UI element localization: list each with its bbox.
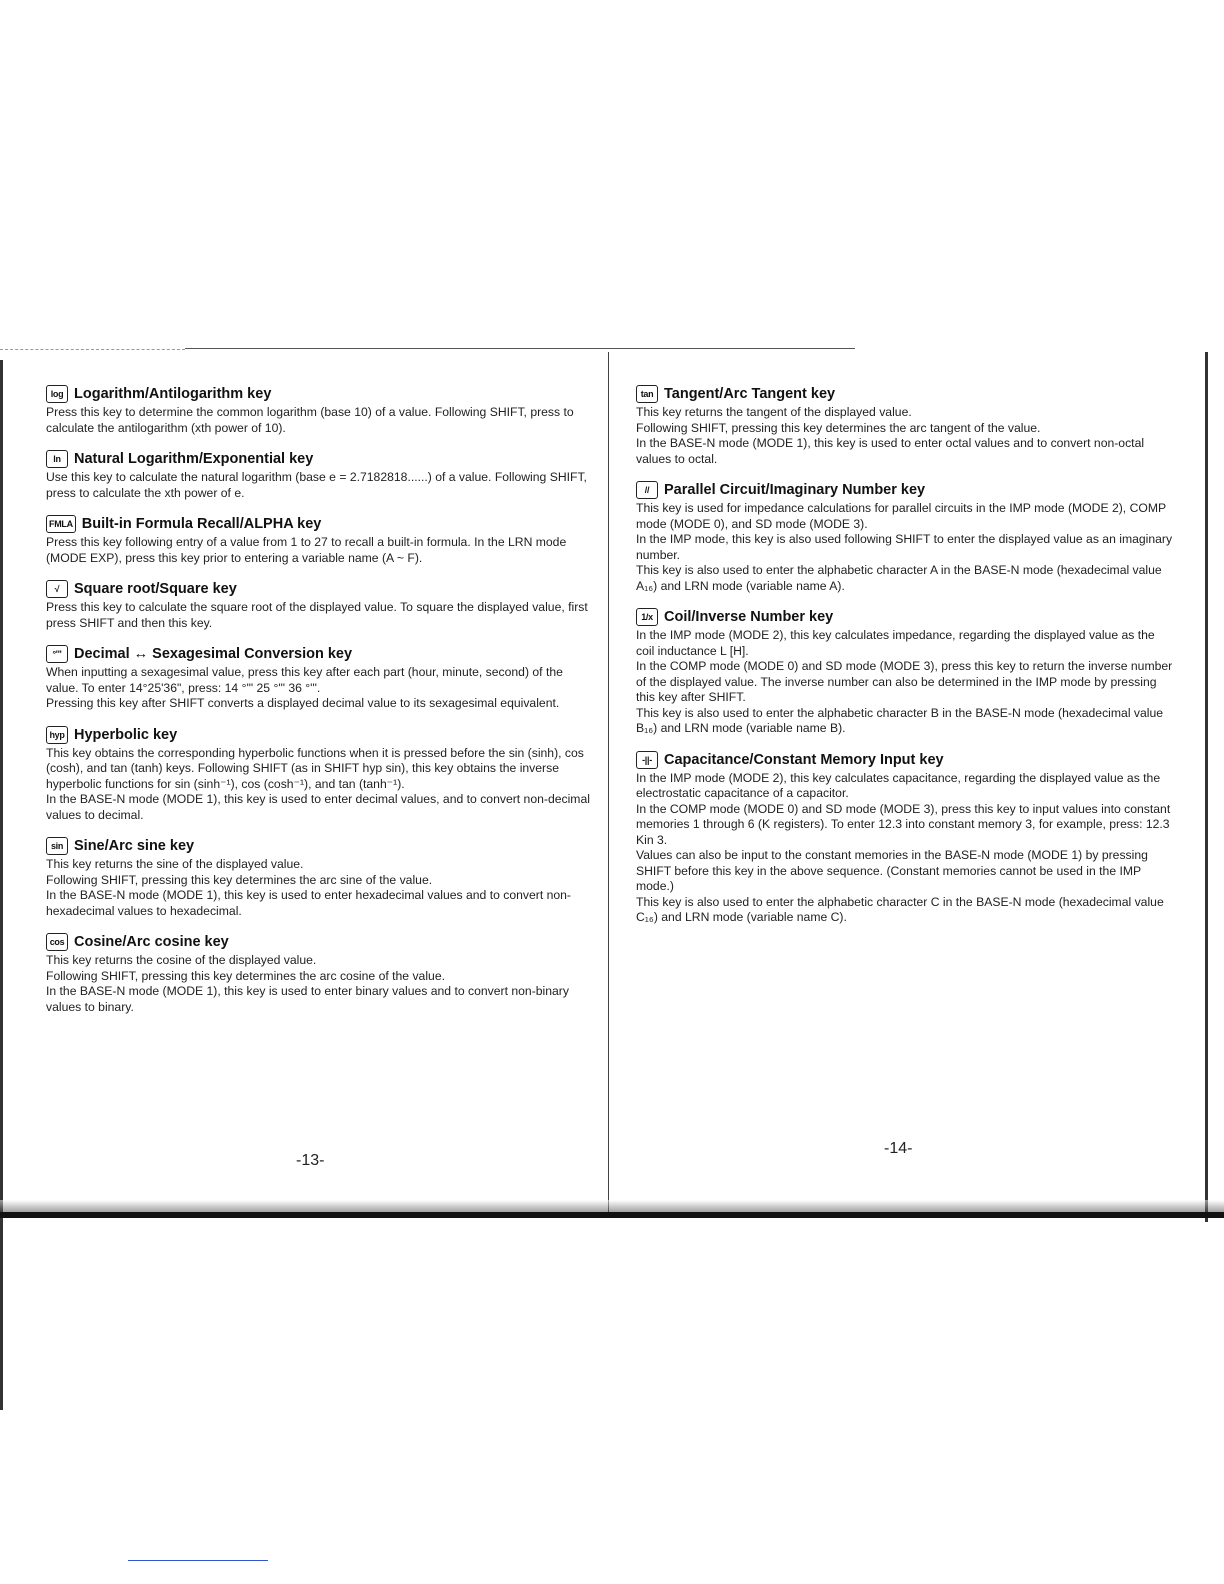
section-title: Coil/Inverse Number key	[664, 609, 834, 625]
section-body: This key returns the sine of the displayed value.	[46, 857, 304, 871]
section-title: Sine/Arc sine key	[74, 838, 195, 854]
section-title: Logarithm/Antilogarithm key	[74, 386, 272, 402]
section-body: Press this key to calculate the square root of the displayed value. To square the displayed value, first press SHIFT and then this key.	[46, 600, 588, 630]
parallel-key-icon: //	[636, 481, 658, 499]
section-body: In the BASE-N mode (MODE 1), this key is used to enter binary values and to convert non-binary values to binary.	[46, 984, 569, 1014]
section-hyp	[46, 726, 596, 824]
section-title: Square root/Square key	[74, 581, 237, 597]
section-title: Tangent/Arc Tangent key	[664, 386, 836, 402]
hyp-key-icon: hyp	[46, 726, 68, 744]
section-title: Parallel Circuit/Imaginary Number key	[664, 482, 926, 498]
section-body: In the BASE-N mode (MODE 1), this key is used to enter hexadecimal values and to convert non-hexadecimal values to hexadecimal.	[46, 888, 571, 918]
section-body: This key is used for impedance calculations for parallel circuits in the IMP mode (MODE 2), COMP mode (MODE 0), and SD mode (MODE 3).	[636, 501, 1166, 531]
section-body: Following SHIFT, pressing this key determines the arc sine of the value.	[46, 872, 433, 887]
page-number: -14-	[884, 1140, 913, 1157]
section-body: This key is also used to enter the alphabetic character C in the BASE-N mode (hexadecimal value C₁₆) and LRN mode (variable name C).	[636, 894, 1164, 924]
section-header	[636, 751, 1176, 769]
footer-line	[128, 1560, 268, 1561]
section-cos	[46, 933, 596, 1015]
section-body: When inputting a sexagesimal value, press this key after each part (hour, minute, second) of the value. To enter 14°25'36", press: 14 °'" 25 °'" 36 °'".	[46, 665, 563, 695]
section-body: This key is also used to enter the alphabetic character B in the BASE-N mode (hexadecimal value B₁₆) and LRN mode (variable name B).	[636, 705, 1164, 735]
section-body: In the IMP mode, this key is also used following SHIFT to enter the displayed value as an imaginary number.	[636, 532, 1173, 562]
section-body: In the BASE-N mode (MODE 1), this key is used to enter octal values and to convert non-octal values to octal.	[636, 436, 1145, 466]
left-page	[46, 385, 596, 1029]
ln-key-icon: ln	[46, 450, 68, 468]
section-header	[46, 837, 596, 855]
section-body: In the IMP mode (MODE 2), this key calculates impedance, regarding the displayed value as the coil inductance L [H].	[636, 628, 1155, 658]
section-capacitance	[636, 751, 1176, 926]
log-key-icon: log	[46, 385, 68, 403]
page-number: -13-	[296, 1152, 325, 1169]
section-header	[636, 385, 1176, 403]
right-edge-rule	[1205, 352, 1208, 1222]
section-sin	[46, 837, 596, 919]
section-body: In the COMP mode (MODE 0) and SD mode (MODE 3), press this key to return the inverse number of the displayed value. The inverse number can also be determined in the IMP mode by pressing this key after SHIFT.	[636, 659, 1173, 704]
section-sexagesimal	[46, 645, 596, 712]
section-header	[46, 515, 596, 533]
top-dashed-rule	[0, 349, 185, 350]
section-header	[46, 385, 596, 403]
section-body: Values can also be input to the constant memories in the BASE-N mode (MODE 1) by pressing SHIFT before this key in the above sequence. (Constant memories cannot be used in the IMP mode.)	[636, 848, 1148, 893]
left-edge-rule	[0, 360, 3, 1410]
capacitor-key-icon: -||-	[636, 751, 658, 769]
section-coil	[636, 608, 1176, 737]
section-body: In the BASE-N mode (MODE 1), this key is used to enter decimal values, and to convert non-decimal values to decimal.	[46, 792, 590, 822]
section-body: This key obtains the corresponding hyperbolic functions when it is pressed before the sin (sinh), cos (cosh), and tan (tanh) keys. Following SHIFT (as in SHIFT hyp sin), this key obtains the inverse hyperbolic functions for sin (sinh⁻¹), cos (cosh⁻¹), and tan (tanh⁻¹).	[46, 745, 584, 791]
section-title: Cosine/Arc cosine key	[74, 934, 229, 950]
degree-key-icon: °'"	[46, 645, 68, 663]
fmla-key-icon: FMLA	[46, 515, 76, 533]
bottom-shadow	[0, 1200, 1224, 1212]
section-body: In the COMP mode (MODE 0) and SD mode (MODE 3), press this key to input values into constant memories 1 through 6 (K registers). To enter 12.3 into constant memory 3, for example, press: 12.3 Kin 3.	[636, 801, 1171, 847]
section-title: Built-in Formula Recall/ALPHA key	[81, 516, 322, 532]
section-body: In the IMP mode (MODE 2), this key calculates capacitance, regarding the displayed value as the electrostatic capacitance of a capacitor.	[636, 770, 1161, 800]
sqrt-key-icon: √	[46, 580, 68, 598]
section-title: Hyperbolic key	[74, 726, 178, 743]
section-title: Natural Logarithm/Exponential key	[74, 451, 314, 467]
cos-key-icon: cos	[46, 933, 68, 951]
section-body: Following SHIFT, pressing this key determines the arc cosine of the value.	[46, 968, 445, 983]
section-fmla	[46, 515, 596, 566]
tan-key-icon: tan	[636, 385, 658, 403]
section-body: This key is also used to enter the alphabetic character A in the BASE-N mode (hexadecimal value A₁₆) and LRN mode (variable name A).	[636, 563, 1162, 593]
sin-key-icon: sin	[46, 837, 68, 855]
section-body: This key returns the tangent of the displayed value.	[636, 405, 912, 419]
section-body: This key returns the cosine of the displayed value.	[46, 953, 317, 967]
section-log	[46, 385, 596, 436]
right-page	[636, 385, 1176, 940]
section-body: Following SHIFT, pressing this key determines the arc tangent of the value.	[636, 420, 1041, 435]
section-header	[46, 645, 596, 663]
page-gutter	[608, 352, 609, 1212]
section-body: Pressing this key after SHIFT converts a displayed decimal value to its sexagesimal equivalent.	[46, 696, 560, 710]
section-ln	[46, 450, 596, 501]
section-header	[46, 450, 596, 468]
section-body: Press this key to determine the common logarithm (base 10) of a value. Following SHIFT, press to calculate the antilogarithm (xth power of 10).	[46, 405, 574, 435]
section-body: Press this key following entry of a value from 1 to 27 to recall a built-in formula. In the LRN mode (MODE EXP), press this key prior to entering a variable name (A ~ F).	[46, 535, 567, 565]
section-header	[636, 608, 1176, 626]
section-tan	[636, 385, 1176, 467]
section-title: Decimal ↔ Sexagesimal Conversion key	[74, 646, 353, 662]
section-sqrt	[46, 580, 596, 631]
section-title: Capacitance/Constant Memory Input key	[664, 751, 944, 768]
coil-key-icon: 1/x	[636, 608, 658, 626]
section-parallel	[636, 481, 1176, 594]
top-rule	[185, 348, 855, 349]
section-header	[46, 933, 596, 951]
section-header	[46, 580, 596, 598]
bottom-band	[0, 1212, 1224, 1218]
section-body: Use this key to calculate the natural logarithm (base e = 2.7182818......) of a value. Following SHIFT, press to calculate the xth power of e.	[46, 470, 587, 500]
section-header	[636, 481, 1176, 499]
section-header	[46, 726, 596, 744]
